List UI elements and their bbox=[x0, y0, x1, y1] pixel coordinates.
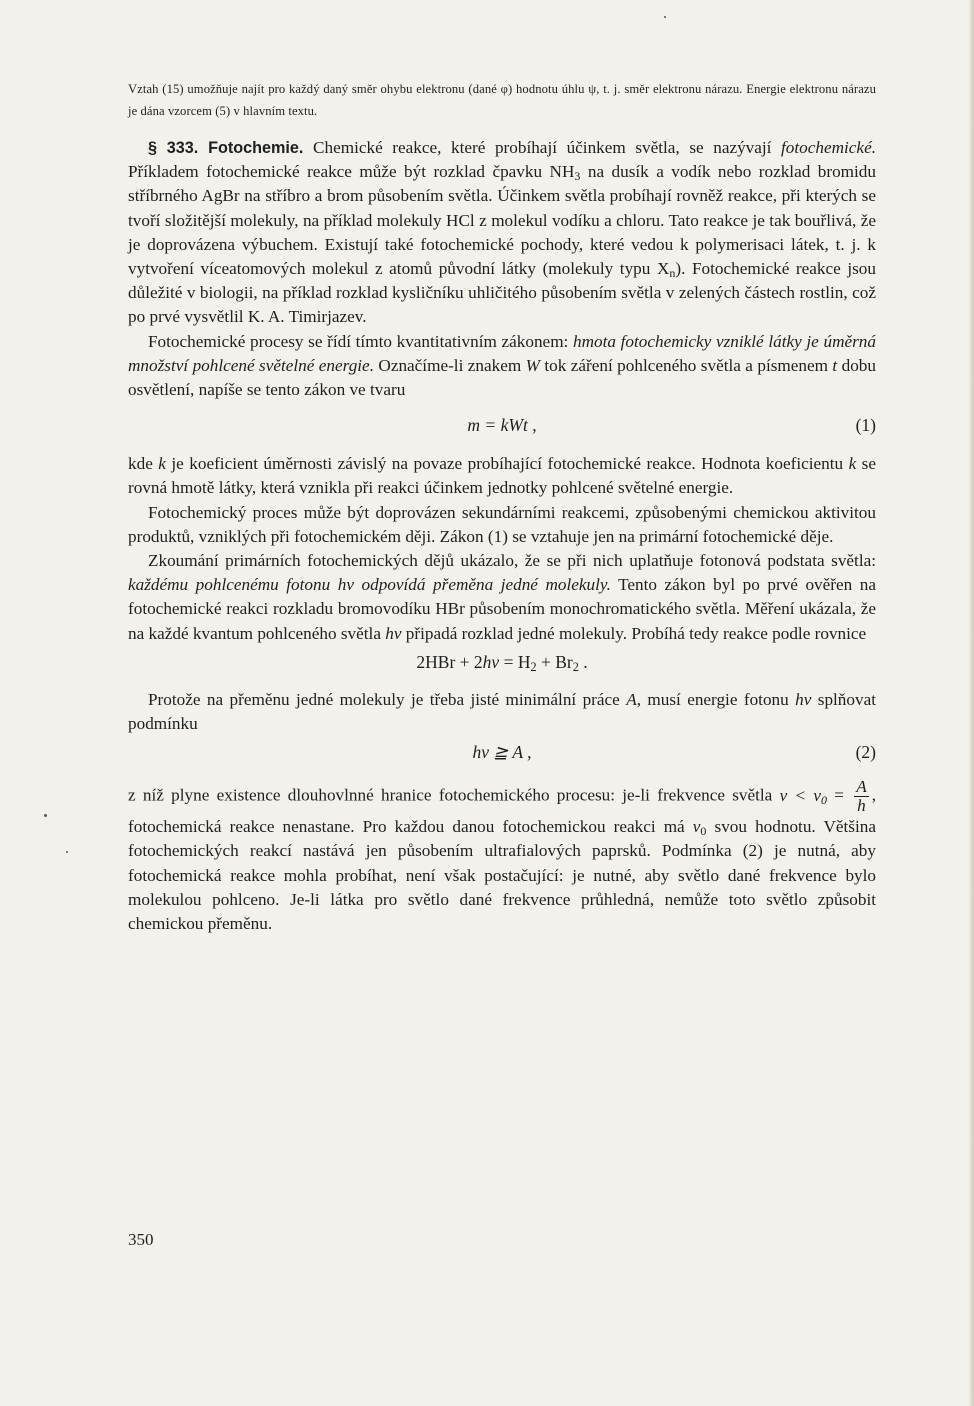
print-speck bbox=[664, 16, 666, 18]
equation-1-number: (1) bbox=[855, 415, 876, 436]
equation-1 bbox=[128, 402, 876, 452]
equation-2-formula: hν ≧ A , bbox=[472, 742, 532, 763]
equation-1-formula: m = kWt , bbox=[467, 415, 537, 436]
footnote: Vztah (15) umožňuje najít pro každý daný směr ohybu elektronu (dané φ) hodnotu úhlu ψ, t. j. směr elektronu nárazu. Energie elektronu nárazu je dána vzorcem (5) v hlavním textu. bbox=[128, 82, 876, 118]
law-paragraph: Fotochemické procesy se řídí tímto kvantitativním zákonem: hmota fotochemicky vzniklé látky je úměrná množství pohlcené světelné energie. Označíme-li znakem W tok záření pohlceného světla a písmenem t dobu osvětlení, napíše se tento zákon ve tvaru bbox=[128, 331, 876, 400]
photon-paragraph: Zkoumání primárních fotochemických dějů ukázalo, že se při nich uplatňuje fotonová podstata světla: každému pohlcenému fotonu hν odpovídá přeměna jedné molekuly. Tento zákon byl po prvé ověřen na fotochemické reakci rozkladu bromovodíku HBr působením monochromatického světla. Měření ukázala, že na každé kvantum pohlceného světla hν připadá rozklad jedné molekuly. Probíhá tedy reakce podle rovnice bbox=[128, 551, 876, 643]
section-heading: § 333. Fotochemie. bbox=[148, 139, 304, 157]
minimum-work-paragraph: Protože na přeměnu jedné molekuly je třeba jisté minimální práce A, musí energie fotonu hν splňovat podmínku bbox=[128, 689, 876, 734]
page-edge-shadow bbox=[968, 0, 974, 1406]
fraction-a-over-h: $\frac{A}{h}$ bbox=[856, 777, 867, 816]
print-speck bbox=[44, 814, 47, 817]
threshold-paragraph: z níž plyne existence dlouhovlnné hranice fotochemického procesu: je-li frekvence světla $\nu < \nu_0$ = $\frac{A}{h}$ , fotochemická reakce nenastane. Pro každou danou fotochemickou reakci má $\nu_0$ svou hodnotu. Většina fotochemických reakcí nastává jen působením ultrafialových paprsků. Podmínka (2) je nutná, aby fotochemická reakce mohla probíhat, není však postačující: je nutné, aby světlo dané frekvence bylo molekulou pohlceno. Je-li látka pro světlo dané frekvence průhledná, nemůže toto světlo způsobit chemickou přeměnu. bbox=[128, 777, 876, 934]
reaction-equation: $2HBr + 2h\nu = H_2 + Br_2$ . bbox=[416, 651, 588, 674]
equation-2-number: (2) bbox=[855, 742, 876, 763]
page-number: 350 bbox=[128, 1230, 154, 1249]
coefficient-paragraph: kde k je koeficient úměrnosti závislý na povaze probíhající fotochemické reakce. Hodnota koeficientu k se rovná hmotě látky, která vznikla při reakci účinkem jednotky pohlcené světelné energie. bbox=[128, 454, 876, 498]
secondary-reactions-paragraph: Fotochemický proces může být doprovázen sekundárními reakcemi, způsobenými chemickou aktivitou produktů, vzniklých při fotochemickém ději. Zákon (1) se vztahuje jen na primární fotochemické děje. bbox=[128, 502, 876, 546]
equation-2 bbox=[128, 736, 876, 774]
page-content bbox=[128, 78, 876, 936]
section-333-paragraph: § 333. Fotochemie. Chemické reakce, které probíhají účinkem světla, se nazývají fotochemické. Příkladem fotochemické reakce může být rozklad čpavku $NH_3$ na dusík a vodík nebo rozklad bromidu stříbrného AgBr na stříbro a brom působením světla. Účinkem světla probíhají rovněž reakce, při kterých se tvoří složitější molekuly, na příklad molekuly HCl z molekul vodíku a chloru. Tato reakce je tak bouřlivá, že je doprovázena výbuchem. Existují také fotochemické pochody, které vedou k polymerisaci látek, t. j. k vytvoření víceatomových molekul z atomů původní látky (molekuly typu $X_n$). Fotochemické reakce jsou důležité v biologii, na příklad rozklad kysličníku uhličitého působením světla v zelených částech rostlin, což po prvé vysvětlil K. A. Timirjazev. bbox=[128, 138, 876, 327]
print-speck bbox=[66, 851, 68, 853]
